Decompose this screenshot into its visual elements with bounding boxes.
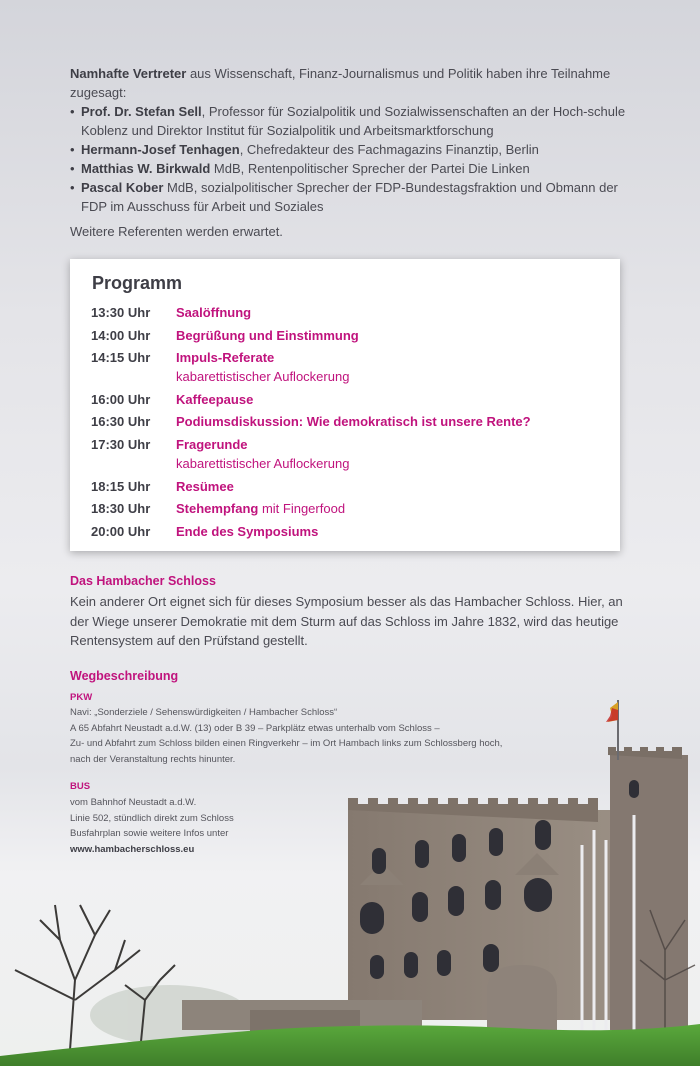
representative-name: Hermann-Josef Tenhagen bbox=[81, 142, 240, 157]
website-link[interactable] bbox=[70, 842, 630, 858]
program-time: 18:15 Uhr bbox=[91, 479, 151, 494]
intro-lead-bold: Namhafte Vertreter bbox=[70, 66, 187, 81]
program-item-title-text: Stehempfang bbox=[176, 501, 259, 516]
website-url[interactable]: www.hambacherschloss.eu bbox=[70, 843, 195, 855]
program-card bbox=[70, 259, 620, 551]
program-item-title bbox=[176, 303, 616, 322]
program-item-title bbox=[176, 390, 616, 409]
program-item-title-text: Fragerunde bbox=[176, 437, 248, 452]
bus-line: vom Bahnhof Neustadt a.d.W. bbox=[70, 797, 197, 808]
program-title: Programm bbox=[92, 273, 183, 293]
castle-icon bbox=[182, 747, 688, 1040]
representative-name: Prof. Dr. Stefan Sell bbox=[81, 104, 202, 119]
bus-line: Busfahrplan sowie weitere Infos unter bbox=[70, 828, 229, 839]
hambach-text: Kein anderer Ort eignet sich für dieses Symposium besser als das Hambacher Schloss. Hier, an der Wiege unserer Demokratie mit dem Sturm auf das Schloss im Jahre 1832, wird das heutige Rentensystem auf den Prüfstand gestellt. bbox=[70, 594, 623, 648]
representative-desc: MdB, Rentenpolitischer Sprecher der Partei Die Linken bbox=[210, 161, 530, 176]
intro-lead-rest: aus Wissenschaft, Finanz-Journalismus und Politik haben ihre Teilnahme zugesagt: bbox=[70, 66, 611, 100]
pkw-line: nach der Veranstaltung rechts hinunter. bbox=[70, 753, 236, 765]
intro-section bbox=[70, 64, 630, 241]
pkw-line: Navi: „Sonderziele / Sehenswürdigkeiten / Hambacher Schloss“ bbox=[70, 707, 338, 718]
representatives-list bbox=[70, 102, 630, 216]
representative-item bbox=[70, 102, 630, 140]
representative-item bbox=[70, 159, 630, 178]
representative-item bbox=[70, 178, 630, 216]
program-item-title-text: Kaffeepause bbox=[176, 392, 254, 407]
representative-name: Pascal Kober bbox=[81, 180, 164, 195]
representative-desc: , Professor für Sozialpolitik und Sozialwissenschaften an der Hoch-schule Koblenz und Direktor Institut für Sozialpolitik und Arbeitsmarktforschung bbox=[81, 104, 626, 138]
program-item-title bbox=[176, 499, 616, 518]
program-item-sub: kabarettistischer Auflockerung bbox=[176, 369, 350, 384]
program-time: 16:00 Uhr bbox=[91, 392, 151, 407]
pkw-text bbox=[70, 705, 630, 767]
program-item-title-text: Impuls-Referate bbox=[176, 350, 275, 365]
program-item-title-text: Saalöffnung bbox=[176, 305, 252, 320]
program-time: 16:30 Uhr bbox=[91, 414, 151, 429]
program-item-title bbox=[176, 412, 616, 431]
representative-item bbox=[70, 140, 630, 159]
program-time: 18:30 Uhr bbox=[91, 501, 151, 516]
bus-label: BUS bbox=[70, 781, 91, 792]
more-speakers-note: Weitere Referenten werden erwartet. bbox=[70, 224, 283, 239]
directions-title: Wegbeschreibung bbox=[70, 669, 179, 683]
pkw-line: A 65 Abfahrt Neustadt a.d.W. (13) oder B 39 – Parkplätz etwas unterhalb vom Schloss – bbox=[70, 722, 440, 734]
pkw-line: Zu- und Abfahrt zum Schloss bilden einen Ringverkehr – im Ort Hambach links zum Schlossberg hoch, bbox=[70, 738, 503, 749]
program-time: 17:30 Uhr bbox=[91, 437, 151, 452]
program-item-title-text: Begrüßung und Einstimmung bbox=[176, 328, 359, 343]
program-time: 14:00 Uhr bbox=[91, 328, 151, 343]
program-item-title bbox=[176, 326, 616, 345]
program-item-title bbox=[176, 348, 616, 367]
program-item-title bbox=[176, 435, 616, 454]
program-item-title-text: Podiumsdiskussion: Wie demokratisch ist unsere Rente? bbox=[176, 414, 531, 429]
program-time: 20:00 Uhr bbox=[91, 524, 151, 539]
pkw-label: PKW bbox=[70, 692, 93, 703]
program-item-sub: kabarettistischer Auflockerung bbox=[176, 456, 350, 471]
bus-line: Linie 502, stündlich direkt zum Schloss bbox=[70, 812, 234, 824]
program-time: 13:30 Uhr bbox=[91, 305, 151, 320]
program-time: 14:15 Uhr bbox=[91, 350, 151, 365]
representative-desc: , Chefredakteur des Fachmagazins Finanztip, Berlin bbox=[239, 142, 539, 157]
representative-name: Matthias W. Birkwald bbox=[81, 161, 211, 176]
program-item-title-text: Ende des Symposiums bbox=[176, 524, 319, 539]
program-item-title bbox=[176, 477, 616, 496]
hambach-title: Das Hambacher Schloss bbox=[70, 574, 216, 588]
program-item-extra: mit Fingerfood bbox=[258, 501, 346, 516]
program-item-title bbox=[176, 522, 616, 541]
intro-text bbox=[70, 64, 630, 102]
representative-desc: MdB, sozialpolitischer Sprecher der FDP-Bundestagsfraktion und Obmann der FDP im Ausschuss für Arbeit und Soziales bbox=[81, 180, 618, 214]
program-item-title-text: Resümee bbox=[176, 479, 234, 494]
bus-text bbox=[70, 795, 630, 857]
